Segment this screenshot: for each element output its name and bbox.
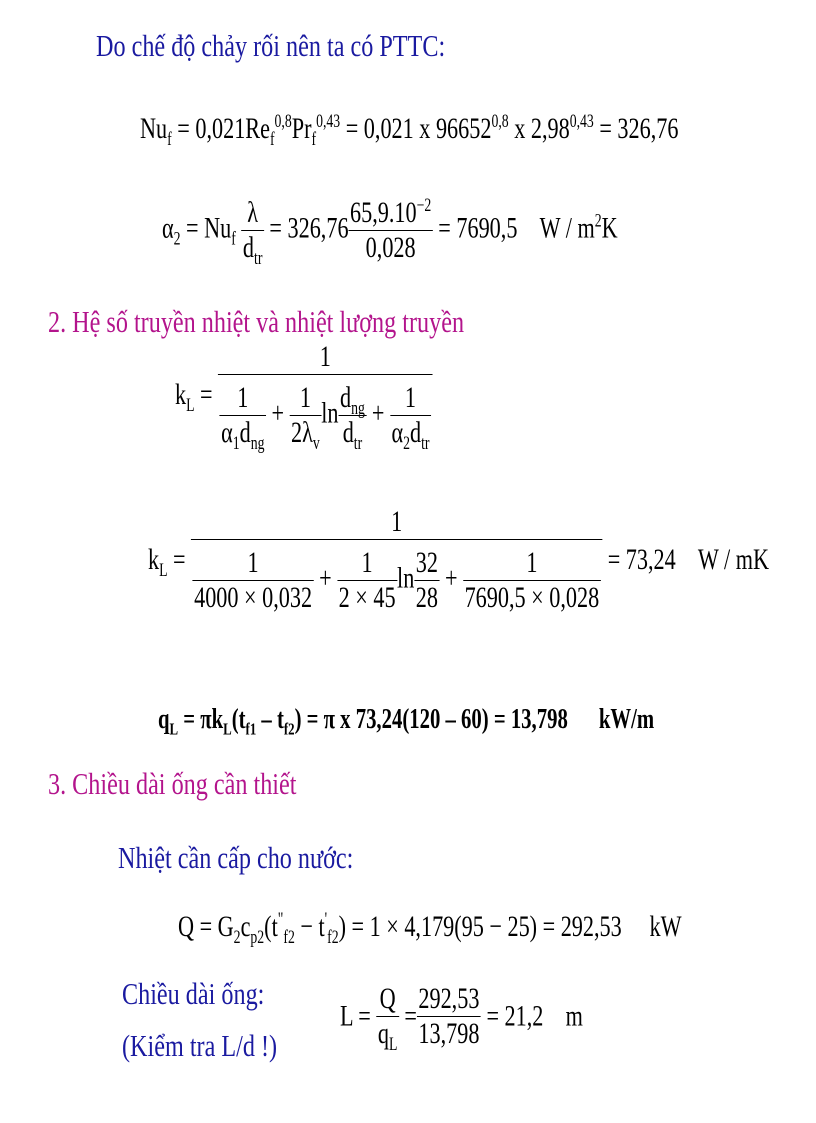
length-equation: L = $\frac{Q}{q_L}$ = $\frac{292,53}{13,798}$ = 21,2 m — [340, 982, 583, 1055]
q-over-ql-fraction: $\frac{Q}{q_L}$ — [377, 982, 398, 1055]
nusselt-equation: $Nu_f = 0,021Re_f^{0,8}Pr_f^{0,43} = 0,021$ x 96652$^{0,8}$ x $2,98^{0,43} = 326,76$ — [140, 111, 679, 150]
intro-heading: Do chế độ chảy rối nên ta có PTTC: — [96, 28, 446, 63]
kl-value-main-fraction: 1 $\frac{1}{4000 \times 0,032}$ + $\frac{1}{2 \times 45}$ ln $\frac{32}{28}$ + $\frac{1}{7690,5 \times 0,028}$ — [191, 505, 602, 615]
lambda-over-d-fraction: $\frac{\lambda}{d_{tr}}$ — [242, 196, 263, 269]
heat-required-label: Nhiệt cần cấp cho nước: — [118, 840, 354, 875]
kl-value-equation: $k_L$ = 1 $\frac{1}{4000 \times 0,032}$ + $\frac{1}{2 \times 45}$ ln $\frac{32}{28}$ + $\frac{1}{7690,5 \times 0,028}$ = 73,24 W / mK — [148, 505, 770, 614]
length-value-fraction: $\frac{292,53}{13,798}$ — [418, 982, 480, 1050]
ql-equation: $q_L = \pi k_L(t_{f1} - t_{f2}) = \pi$ x 73,24(120 – 60) = 13,798 kW/m — [158, 704, 655, 739]
pipe-length-label: Chiều dài ống: — [122, 976, 265, 1011]
section-3-title: 3. Chiều dài ống cần thiết — [48, 766, 297, 801]
kl-general-main-fraction: 1 $\frac{1}{\alpha_1d_{ng}}$ + $\frac{1}{2\lambda_v}$ ln $\frac{d_{ng}}{d_{tr}}$ + $\frac{1}{\alpha_2d_{tr}}$ — [218, 340, 432, 450]
alpha2-equation: $\alpha_2 = Nu_f$ $\frac{\lambda}{d_{tr}}$ = 326,76 $\frac{65,9.10^{-2}}{0,028}$ = 7690,5 W / $m^2K$ — [162, 195, 618, 269]
section-2-title: 2. Hệ số truyền nhiệt và nhiệt lượng truyền — [48, 304, 465, 339]
check-ratio-label: (Kiểm tra L/d !) — [122, 1028, 278, 1063]
conductivity-fraction: $\frac{65,9.10^{-2}}{0,028}$ — [350, 195, 432, 264]
kl-general-equation: $k_L$ = 1 $\frac{1}{\alpha_1d_{ng}}$ + $\frac{1}{2\lambda_v}$ ln $\frac{d_{ng}}{d_{tr}}$ + $\frac{1}{\alpha_2d_{tr}}$ — [175, 340, 523, 450]
q-equation: $Q = G_2c_{p2}(t^"_{f2} - t'_{f2}) = 1 \times 4,179(95 - 25) = 292,53$ kW — [178, 909, 682, 948]
